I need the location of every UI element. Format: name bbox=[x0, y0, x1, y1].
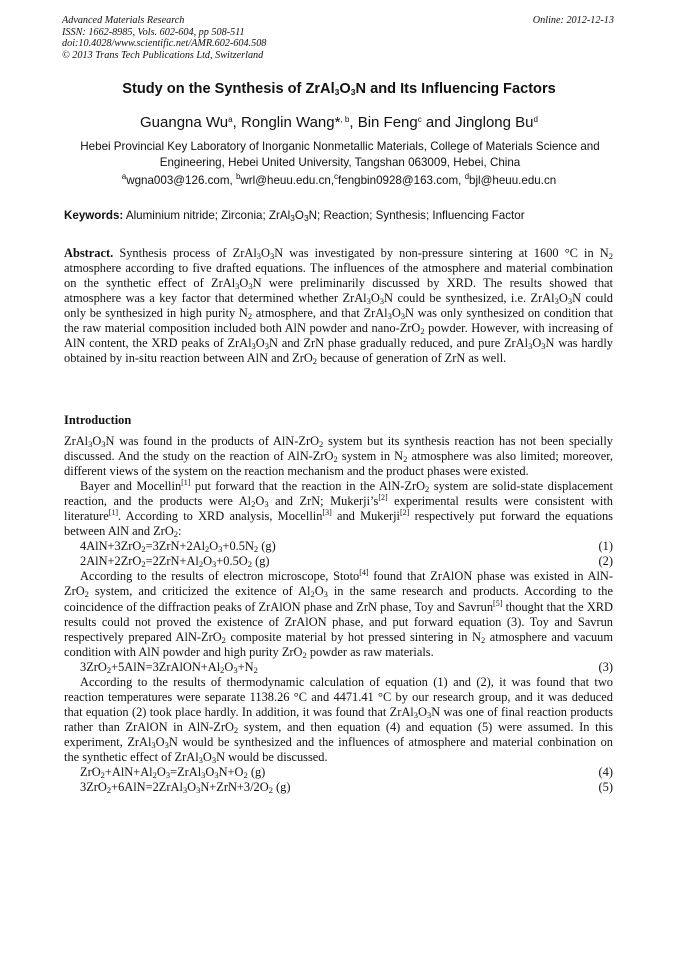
email-link[interactable]: bjl@heuu.edu.cn bbox=[469, 174, 557, 187]
paragraph: Bayer and Mocellin[1] put forward that the reaction in the AlN-ZrO$_2$ system are solid-state displacement reaction, and the products were $Al_2O_3$ and ZrN; Mukerji’s[2] experimental results were consistent with literature[1]. According to XRD analysis, Mocellin[3] and Mukerji[2] respectively put forward the equations between AlN and ZrO$_2$: bbox=[64, 478, 613, 540]
author-list: Guangna Wu$^a$, Ronglin Wang*$^{, b}$, Bin Feng$^c$ and Jinglong Bu$^d$ bbox=[140, 114, 538, 131]
journal-name: Advanced Materials Research bbox=[62, 15, 185, 26]
affiliation: Hebei Provincial Key Laboratory of Inorganic Nonmetallic Materials, College of Materials Science and Engineering, Hebei United University, Tangshan 063009, Hebei, China bbox=[80, 140, 600, 169]
doi-line: doi:10.4028/www.scientific.net/AMR.602-604.508 bbox=[62, 38, 267, 50]
email-link[interactable]: fengbin0928@163.com, bbox=[338, 174, 465, 187]
author: Guangna Wu bbox=[140, 114, 229, 131]
abstract-label: Abstract. bbox=[64, 246, 114, 260]
issn-line: ISSN: 1662-8985, Vols. 602-604, pp 508-511 bbox=[62, 26, 245, 38]
paragraph: $ZrAl_3O_3N$ was found in the products of AlN-ZrO$_2$ system but its synthesis reaction has not been specially discussed. And the study on the reaction of AlN-ZrO$_2$ system in $N_2$ atmosphere was also limited; moreover, different views of the system on the reaction mechanism and the product phases were existed. bbox=[64, 434, 613, 479]
paper-title: Study on the Synthesis of $ZrAl_3O_3N$ and Its Influencing Factors bbox=[122, 81, 556, 97]
keywords bbox=[64, 209, 525, 222]
abstract bbox=[64, 246, 613, 366]
author: Ronglin Wang* bbox=[240, 114, 341, 131]
keywords-label: Keywords: bbox=[64, 209, 124, 222]
keywords-text: Aluminium nitride; Zirconia; $ZrAl_3O_3N$; Reaction; Synthesis; Influencing Factor bbox=[125, 209, 525, 223]
author-emails: $^a$wgna003@126.com, $^b$wrl@heuu.edu.cn,$^c$fengbin0928@163.com, $^d$bjl@heuu.edu.cn bbox=[121, 172, 557, 187]
journal-header bbox=[62, 15, 266, 61]
equation-2: $2AlN+2ZrO_2=2ZrN+Al_2O_3+0.5O_2$ (g) (2) bbox=[80, 554, 613, 570]
equation-4: $ZrO_2+AlN+Al_2O_3=ZrAl_3O_3N+O_2$ (g) (4) bbox=[80, 765, 613, 781]
section-heading-introduction: Introduction bbox=[64, 413, 132, 427]
equation-5: $3ZrO_2+6AlN=2ZrAl_3O_3N+ZrN+3/2O_2$ (g) (5) bbox=[80, 780, 613, 796]
abstract-text: Synthesis process of $ZrAl_3O_3N$ was investigated by non-pressure sintering at 1600 °C in $N_2$ atmosphere according to five drafted equations. The influences of the atmosphere and material combination on the synthetic effect of $ZrAl_3O_3N$ were preliminarily discussed by XRD. The results showed that atmosphere was a key factor that determined whether $ZrAl_3O_3N$ could be synthesized, i.e. $ZrAl_3O_3N$ could only be synthesized in high purity $N_2$ atmosphere, and that $ZrAl_3O_3N$ was only synthesized on condition that the raw material composition included both AlN powder and nano-ZrO$_2$ powder. However, with increasing of AlN content, the XRD peaks of $ZrAl_3O_3N$ and ZrN phase gradually reduced, and pure $ZrAl_3O_3N$ was hardly obtained by in-situ reaction between AlN and ZrO$_2$ because of generation of ZrN as well. bbox=[64, 246, 614, 367]
online-date: Online: 2012-12-13 bbox=[532, 15, 614, 26]
copyright-line: © 2013 Trans Tech Publications Ltd, Switzerland bbox=[62, 49, 264, 61]
introduction-body bbox=[64, 434, 613, 795]
paragraph: According to the results of electron microscope, Stoto[4] found that ZrAlON phase was existed in AlN-ZrO$_2$ system, and criticized the exitence of $Al_2O_3$ in the same research and products. According to the coincidence of the diffraction peaks of ZrAlON phase and ZrN phase, Toy and Savrun[5] thought that the XRD results could not proved the existence of ZrAlON phase, and put forward equation (3). Toy and Savrun respectively prepared AlN-ZrO$_2$ composite material by hot pressed sintering in $N_2$ atmosphere and vacuum condition with AlN powder and high purity ZrO$_2$ powder as raw materials. bbox=[64, 568, 613, 660]
email-link[interactable]: wrl@heuu.edu.cn, bbox=[240, 174, 335, 187]
author: Jinglong Bu bbox=[455, 114, 534, 131]
paragraph: According to the results of thermodynamic calculation of equation (1) and (2), it was found that two reaction temperatures were separate 1138.26 °C and 4471.41 °C by our research group, and it was deduced that equation (2) took place hardly. In addition, it was found that $ZrAl_3O_3N$ was one of final reaction products rather than ZrAlON in AlN-ZrO$_2$ system, and then equation (4) and equation (5) were assumed. In this experiment, $ZrAl_3O_3N$ would be synthesized and the influences of atmosphere and material conbination on the synthetic effect of $ZrAl_3O_3N$ would be discussed. bbox=[64, 674, 614, 765]
email-link[interactable]: wgna003@126.com, bbox=[126, 174, 236, 187]
author: Bin Feng bbox=[357, 114, 418, 131]
equation-3: $3ZrO_2+5AlN=3ZrAlON+Al_2O_3+N_2$ (3) bbox=[80, 659, 613, 675]
equation-1: $4AlN+3ZrO_2=3ZrN+2Al_2O_3+0.5N_2$ (g) (1) bbox=[80, 539, 613, 555]
